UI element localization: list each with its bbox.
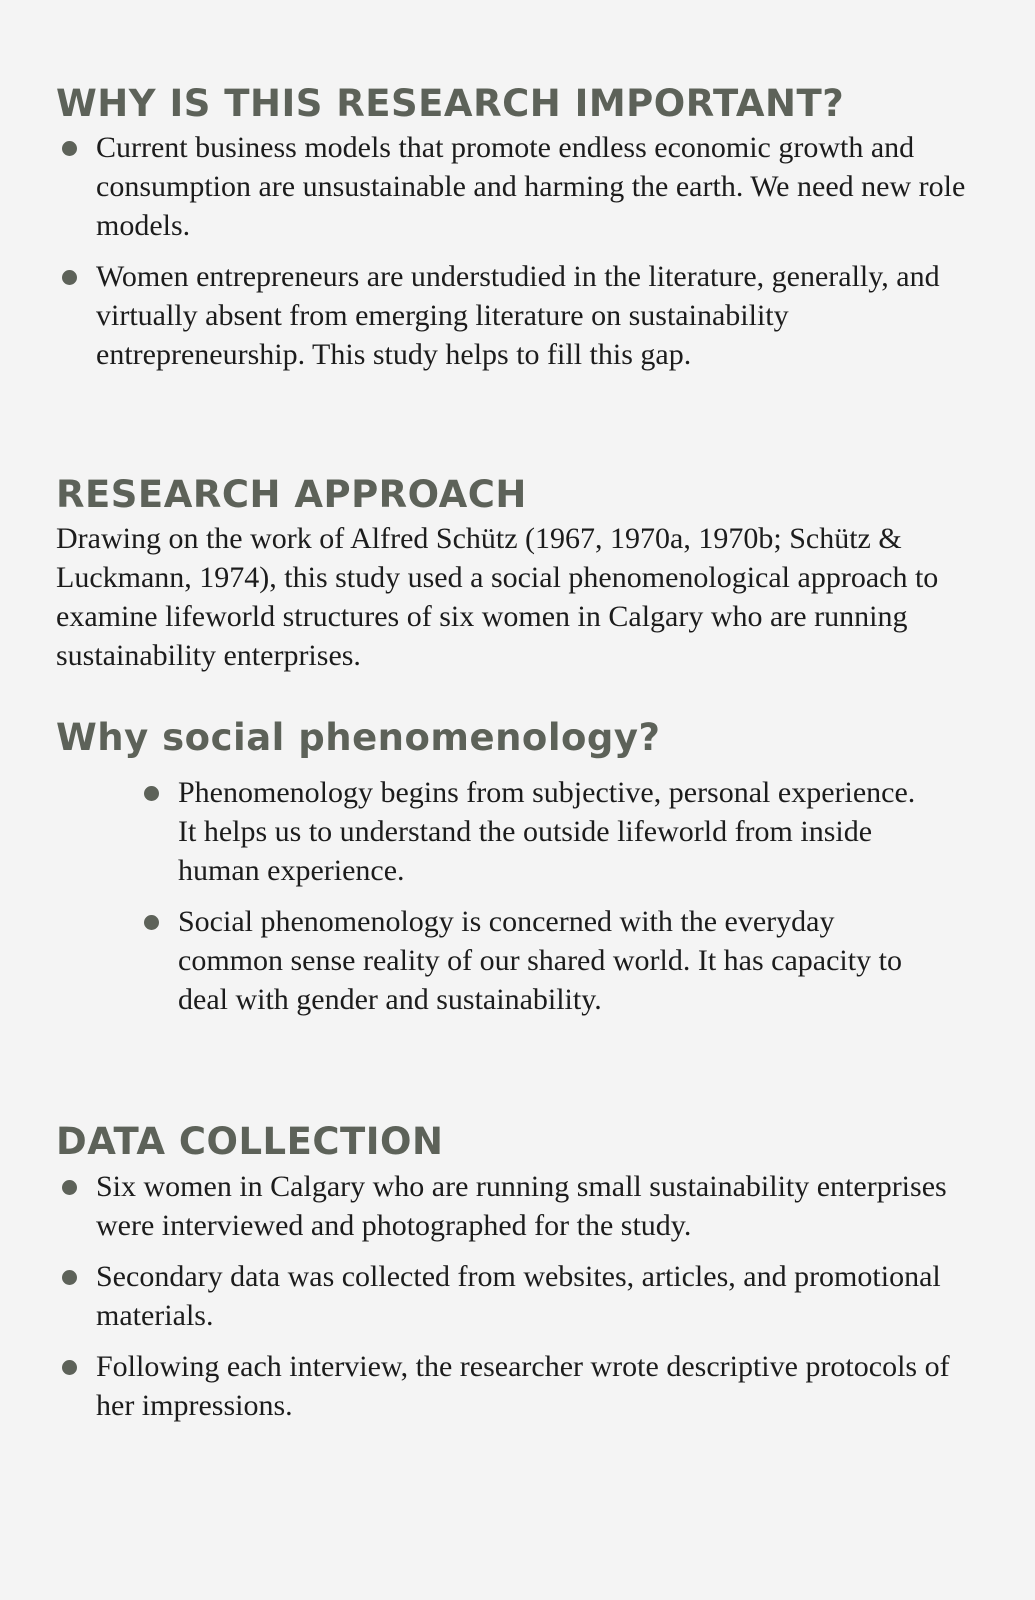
list-item-text: Current business models that promote endless economic growth and consumption are unsustainable and harming the earth. We need new role models. <box>96 131 966 242</box>
list-item-text: Phenomenology begins from subjective, personal experience. It helps us to understand the outside lifeworld from inside human experience. <box>178 776 916 887</box>
bullet-icon <box>144 786 159 801</box>
bullet-icon <box>144 915 159 930</box>
list-item-text: Secondary data was collected from websites, articles, and promotional materials. <box>96 1260 941 1332</box>
bullet-icon <box>62 270 77 285</box>
bullet-icon <box>62 1360 77 1375</box>
why-phenomenology-list <box>138 773 938 1031</box>
list-item <box>56 1167 976 1245</box>
list-item <box>138 773 938 890</box>
list-item-text: Following each interview, the researcher wrote descriptive protocols of her impressions. <box>96 1350 950 1422</box>
list-item-text: Social phenomenology is concerned with the everyday common sense reality of our shared world. It has capacity to deal with gender and sustainability. <box>178 905 902 1016</box>
list-item <box>138 902 938 1019</box>
data-collection-heading: DATA COLLECTION <box>56 1120 444 1163</box>
why-important-heading: WHY IS THIS RESEARCH IMPORTANT? <box>56 82 845 125</box>
list-item <box>56 257 996 374</box>
why-phenomenology-heading: Why social phenomenology? <box>56 716 661 759</box>
list-item <box>56 1257 976 1335</box>
list-item-text: Six women in Calgary who are running small sustainability enterprises were interviewed and photographed for the study. <box>96 1170 947 1242</box>
bullet-icon <box>62 1180 77 1195</box>
why-important-list <box>56 128 996 386</box>
bullet-icon <box>62 141 77 156</box>
list-item-text: Women entrepreneurs are understudied in the literature, generally, and virtually absent from emerging literature on sustainability entrepreneurship. This study helps to fill this gap. <box>96 260 940 371</box>
research-approach-heading: RESEARCH APPROACH <box>56 473 527 516</box>
list-item <box>56 1347 976 1425</box>
data-collection-list <box>56 1167 976 1437</box>
bullet-icon <box>62 1270 77 1285</box>
research-approach-paragraph: Drawing on the work of Alfred Schütz (1967, 1970a, 1970b; Schütz & Luckmann, 1974), this study used a social phenomenological approach to examine lifeworld structures of six women in Calgary who are running sustainability enterprises. <box>56 522 939 672</box>
list-item <box>56 128 996 245</box>
